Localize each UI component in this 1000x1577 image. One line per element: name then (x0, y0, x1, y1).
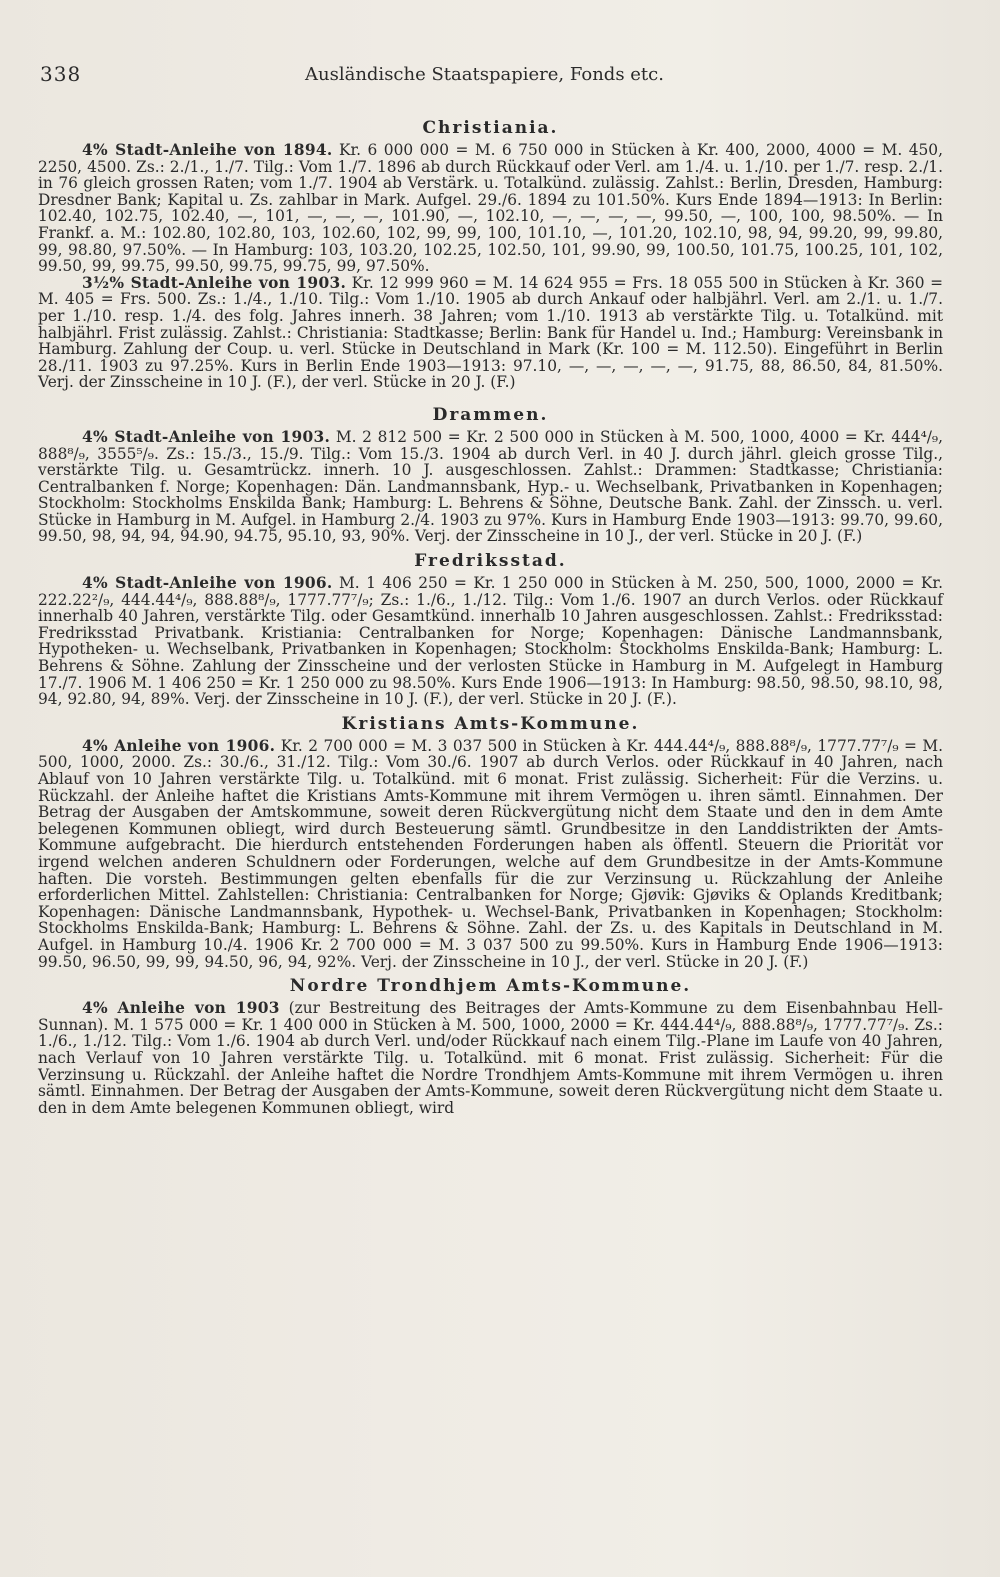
bond-title: 4% Anleihe von 1903 (82, 999, 280, 1018)
section-christiania (38, 118, 943, 391)
section-kristians-amts-kommune (38, 714, 943, 970)
page-number: 338 (40, 62, 82, 86)
bond-entry (38, 275, 943, 391)
section-nordre-trondhjem-amts-kommune (38, 976, 943, 1116)
section-fredriksstad (38, 551, 943, 708)
section-heading: Kristians Amts-Kommune. (341, 713, 640, 734)
bond-entry (38, 1000, 943, 1116)
running-title: Ausländische Staatspapiere, Fonds etc. (305, 64, 664, 85)
bond-title: 4% Stadt-Anleihe von 1894. (82, 141, 333, 159)
bond-entry (38, 738, 943, 970)
bond-text: M. 2 812 500 = Kr. 2 500 000 in Stücken à M. 500, 1000, 4000 = Kr. 444⁴/₉, 888⁸/₉, 3555⁵/₉. Zs.: 15./3., 15./9. Tilg.: Vom 15./3. 1904 ab durch Verl. in 40 J. durch jährl. gleich grosse Tilg., verstärkte Tilg. u. Gesamtrückz. innerh. 10 J. ausgeschlossen. Zahlst.: Drammen: Stadtkasse; Christiania: Centralbanken f. Norge; Kopenhagen: Dän. Landmannsbank, Hyp.- u. Wechselbank, Privatbanken in Kopenhagen; Stockholm: Stockholms Enskilda Bank; Hamburg: L. Behrens & Söhne, Deutsche Bank. Zahl. der Zinssch. u. verl. Stücke in Hamburg in M. Aufgel. in Hamburg 2./4. 1903 zu 97%. Kurs in Hamburg Ende 1903—1913: 99.70, 99.60, 99.50, 98, 94, 94, 94.90, 94.75, 95.10, 93, 90%. Verj. der Zinsscheine in 10 J., der verl. Stücke in 20 J. (F.) (38, 427, 943, 546)
bond-title: 4% Anleihe von 1906. (82, 736, 276, 755)
bond-text: Kr. 6 000 000 = M. 6 750 000 in Stücken à Kr. 400, 2000, 4000 = M. 450, 2250, 4500. Zs.: 2./1., 1./7. Tilg.: Vom 1./7. 1896 ab durch Rückkauf oder Verl. am 1./4. u. 1./10. per 1./7. resp. 2./1. in 76 gleich grossen Raten; vom 1./7. 1904 ab Verstärk. u. Totalkünd. zulässig. Zahlst.: Berlin, Dresden, Hamburg: Dresdner Bank; Kapital u. Zs. zahlbar in Mark. Aufgel. 29./6. 1894 zu 101.50%. Kurs Ende 1894—1913: In Berlin: 102.40, 102.75, 102.40, —, 101, —, —, —, 101.90, —, 102.10, —, —, —, —, 99.50, —, 100, 100, 98.50%. — In Frankf. a. M.: 102.80, 102.80, 103, 102.60, 102, 99, 99, 100, 101.10, —, 101.20, 102.10, 98, 94, 99.20, 99, 99.80, 99, 98.80, 97.50%. — In Hamburg: 103, 103.20, 102.25, 102.50, 101, 99.90, 99, 100.50, 101.75, 100.25, 101, 102, 99.50, 99, 99.75, 99.50, 99.75, 99.75, 99, 97.50%. (38, 141, 943, 276)
bond-text: (zur Bestreitung des Beitrages der Amts-Kommune zu dem Eisenbahnbau Hell-Sunnan). M. 1 575 000 = Kr. 1 400 000 in Stücken à M. 500, 1000, 2000 = Kr. 444.44⁴/₉, 888.88⁸/₉, 1777.77⁷/₉. Zs.: 1./6., 1./12. Tilg.: Vom 1./6. 1904 ab durch Verl. und/oder Rückkauf nach einem Tilg.-Plane im Laufe von 40 Jahren, nach Verlauf von 10 Jahren verstärkte Tilg. u. Totalkünd. mit 6 monat. Frist zulässig. Sicherheit: Für die Verzinsung u. Rückzahl. der Anleihe haftet die Nordre Trondhjem Amts-Kommune mit ihrem Vermögen u. ihren sämtl. Einnahmen. Der Betrag der Ausgaben der Amts-Kommune, soweit deren Rückvergütung nicht dem Staate u. den in dem Amte belegenen Kommunen obliegt, wird (38, 999, 943, 1117)
section-heading: Drammen. (432, 404, 549, 425)
page-content (38, 118, 943, 1122)
bond-text: Kr. 12 999 960 = M. 14 624 955 = Frs. 18 055 500 in Stücken à Kr. 360 = M. 405 = Frs. 500. Zs.: 1./4., 1./10. Tilg.: Vom 1./10. 1905 ab durch Ankauf oder halbjährl. Verl. am 2./1. u. 1./7. per 1./10. resp. 1./4. des folg. Jahres innerh. 38 Jahren; vom 1./10. 1913 ab verstärkte Tilg. u. Totalkünd. mit halbjährl. Frist zulässig. Zahlst.: Christiania: Stadtkasse; Berlin: Bank für Handel u. Ind.; Hamburg: Vereinsbank in Hamburg. Zahlung der Coup. u. verl. Stücke in Deutschland in Mark (Kr. 100 = M. 112.50). Eingeführt in Berlin 28./11. 1903 zu 97.25%. Kurs in Berlin Ende 1903—1913: 97.10, —, —, —, —, —, 91.75, 88, 86.50, 84, 81.50%. Verj. der Zinsscheine in 10 J. (F.), der verl. Stücke in 20 J. (F.) (38, 273, 944, 392)
section-heading: Fredriksstad. (414, 551, 567, 572)
section-heading: Nordre Trondhjem Amts-Kommune. (289, 976, 692, 997)
section-drammen (38, 405, 943, 545)
bond-entry (38, 575, 943, 708)
bond-text: Kr. 2 700 000 = M. 3 037 500 in Stücken à Kr. 444.44⁴/₉, 888.88⁸/₉, 1777.77⁷/₉ = M. 500, 1000, 2000. Zs.: 30./6., 31./12. Tilg.: Vom 30./6. 1907 ab durch Verlos. oder Rückkauf in 40 Jahren, nach Ablauf von 10 Jahren verstärkte Tilg. u. Totalkünd. mit 6 monat. Frist zulässig. Sicherheit: Für die Verzins. u. Rückzahl. der Anleihe haftet die Kristians Amts-Kommune mit ihrem Vermögen u. ihren sämtl. Einnahmen. Der Betrag der Ausgaben der Amtskommune, soweit deren Rückvergütung nicht dem Staate und den in dem Amte belegenen Kommunen obliegt, wird durch Besteuerung sämtl. Grundbesitze in den Landdistrikten der Amts-Kommune aufgebracht. Die hierdurch entstehenden Forderungen haben als öffentl. Steuern die Priorität vor irgend welchen anderen Schuldnern oder Forderungen, welche auf dem Grundbesitze in der Amts-Kommune haften. Die vorsteh. Bestimmungen gelten ebenfalls für die zur Verzinsung u. Rückzahlung der Anleihe erforderlichen Mittel. Zahlstellen: Christiania: Centralbanken for Norge; Gjøvik: Gjøviks & Oplands Kreditbank; Kopenhagen: Dänische Landmannsbank, Hypothek- u. Wechsel-Bank, Privatbanken in Kopenhagen; Stockholm: Stockholms Enskilda-Bank; Hamburg: L. Behrens & Söhne. Zahl. der Zs. u. des Kapitals in Deutschland in M. Aufgel. in Hamburg 10./4. 1906 Kr. 2 700 000 = M. 3 037 500 zu 99.50%. Kurs in Hamburg Ende 1906—1913: 99.50, 96.50, 99, 99, 94.50, 96, 94, 92%. Verj. der Zinsscheine in 10 J., der verl. Stücke in 20 J. (F.) (38, 736, 943, 971)
bond-title: 4% Stadt-Anleihe von 1903. (82, 427, 331, 446)
page-header (40, 62, 940, 90)
bond-entry (38, 429, 943, 545)
bond-title: 3½% Stadt-Anleihe von 1903. (82, 273, 347, 292)
bond-text: M. 1 406 250 = Kr. 1 250 000 in Stücken à M. 250, 500, 1000, 2000 = Kr. 222.22²/₉, 444.44⁴/₉, 888.88⁸/₉, 1777.77⁷/₉; Zs.: 1./6., 1./12. Tilg.: Vom 1./6. 1907 an durch Verlos. oder Rückkauf innerhalb 40 Jahren, verstärkte Tilg. oder Gesamtkünd. innerhalb 10 Jahren ausgeschlossen. Zahlst.: Fredriksstad: Fredriksstad Privatbank. Kristiania: Centralbanken for Norge; Kopenhagen: Dänische Landmannsbank, Hypotheken- u. Wechselbank, Privatbanken in Kopenhagen; Stockholm: Stockholms Enskilda-Bank; Hamburg: L. Behrens & Söhne. Zahlung der Zinsscheine und der verlosten Stücke in Hamburg in M. Aufgelegt in Hamburg 17./7. 1906 M. 1 406 250 = Kr. 1 250 000 zu 98.50%. Kurs Ende 1906—1913: In Hamburg: 98.50, 98.50, 98.10, 98, 94, 92.80, 94, 89%. Verj. der Zinsscheine in 10 J. (F.), der verl. Stücke in 20 J. (F.). (38, 574, 943, 709)
bond-title: 4% Stadt-Anleihe von 1906. (82, 574, 333, 593)
section-heading: Christiania. (422, 118, 559, 138)
bond-entry (38, 142, 943, 275)
